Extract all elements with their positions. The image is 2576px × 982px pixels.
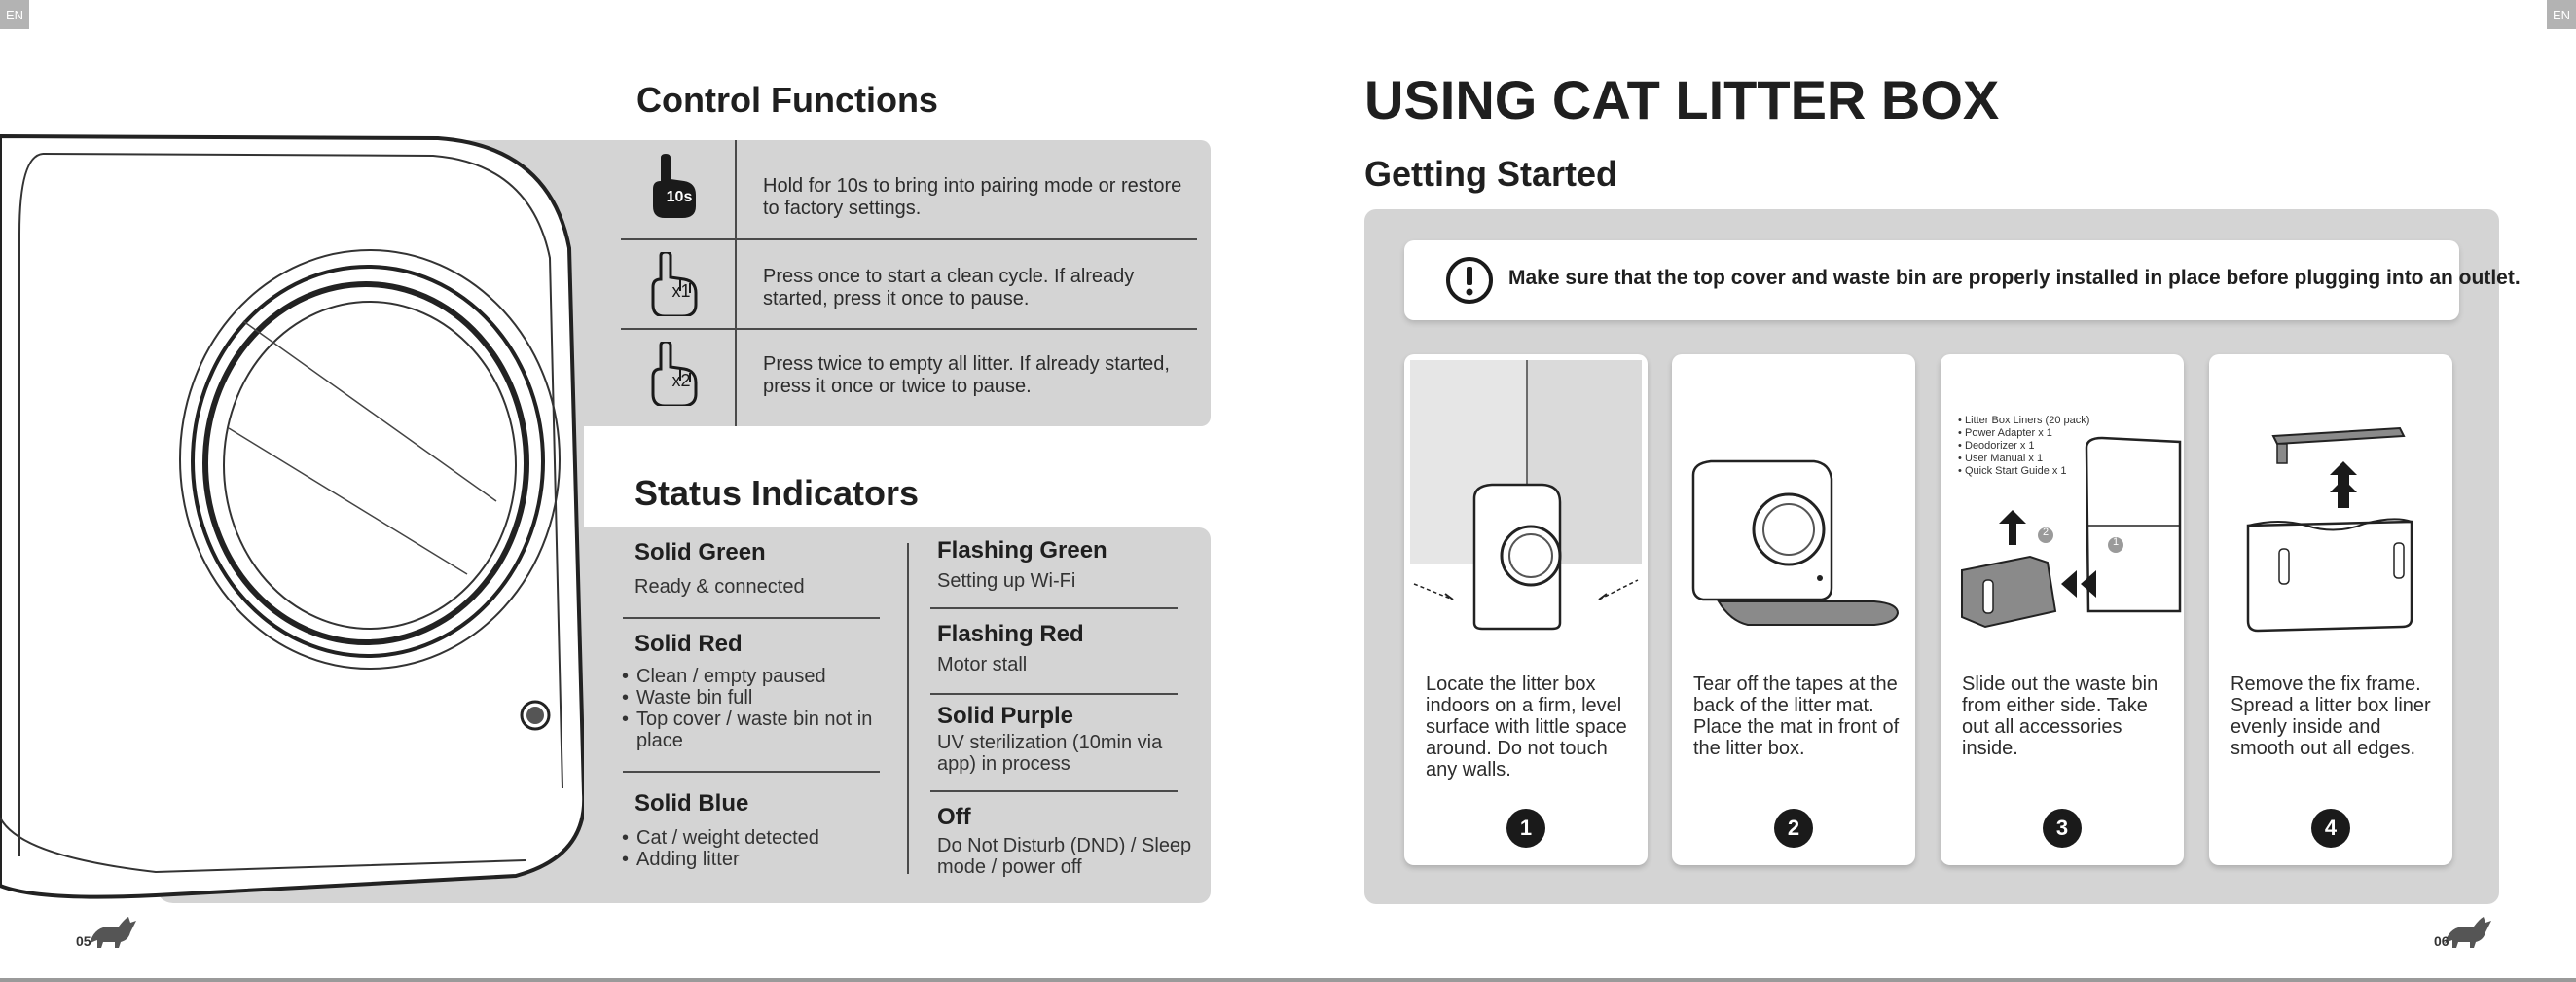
list-item: • Waste bin full [622,687,885,709]
press-twice-icon-label: x2 [671,371,691,390]
step-4-illustration [2209,354,2452,656]
control-functions-panel [621,140,1211,426]
step-2-illustration [1672,354,1915,656]
step-1-text: Locate the litter box indoors on a firm, level surface with little space around. Do not touch any walls. [1426,673,1627,781]
status-off-title: Off [937,804,971,830]
page-title: USING CAT LITTER BOX [1364,69,2000,130]
status-flashing-green-desc: Setting up Wi-Fi [937,570,1076,592]
status-divider-vertical [907,543,909,874]
status-off-desc: Do Not Disturb (DND) / Sleep mode / power off [937,835,1192,878]
step-4-text: Remove the fix frame. Spread a litter box liner evenly inside and smooth out all edges. [2231,673,2431,759]
control-press-twice-text: Press twice to empty all litter. If already started, press it once or twice to pause. [763,353,1170,397]
step-3-callout-2: 2 [2042,527,2050,538]
control-row-press-twice [621,328,1211,418]
step-3-callout-1: 1 [2112,536,2120,548]
control-functions-title: Control Functions [636,80,938,120]
list-item: • Cat / weight detected [622,827,885,849]
list-item: • Quick Start Guide x 1 [1958,465,2089,478]
status-solid-red-title: Solid Red [635,631,743,657]
step-card-2 [1672,354,1915,865]
getting-started-title: Getting Started [1364,154,1618,194]
status-indicators-panel [584,527,1211,903]
step-1-illustration [1404,354,1648,656]
language-tag-left: EN [0,0,29,29]
status-divider [930,607,1178,609]
exclamation-icon [1445,256,1494,305]
list-item: • Litter Box Liners (20 pack) [1958,415,2089,427]
status-solid-green-title: Solid Green [635,539,766,565]
warning-text: Make sure that the top cover and waste bin are properly installed in place before plugging into an outlet. [1508,267,2521,289]
control-hold-text: Hold for 10s to bring into pairing mode or restore to factory settings. [763,175,1182,219]
status-divider [930,790,1178,792]
status-solid-blue-list [622,827,885,870]
status-divider [930,693,1178,695]
status-divider [623,617,880,619]
cat-silhouette-icon [86,915,140,950]
hand-hold-10s-icon [647,154,702,218]
status-solid-green-desc: Ready & connected [635,576,805,598]
list-item: • Deodorizer x 1 [1958,440,2089,453]
status-flashing-red-title: Flashing Red [937,621,1084,647]
list-item: • Power Adapter x 1 [1958,427,2089,440]
list-item: • Adding litter [622,849,885,870]
step-card-4 [2209,354,2452,865]
hold-icon-label: 10s [666,189,693,205]
status-solid-red-list [622,666,885,751]
step-1-number: 1 [1506,809,1545,848]
step-3-text: Slide out the waste bin from either side. Take out all accessories inside. [1962,673,2159,759]
litter-box-illustration [0,117,603,905]
list-item: • Clean / empty paused [622,666,885,687]
list-item: • Top cover / waste bin not in place [622,709,885,751]
bottom-rule [0,978,2576,982]
press-once-icon-label: x1 [671,281,691,301]
control-row-press-once [621,238,1211,328]
control-row-hold [621,140,1211,230]
language-tag-right: EN [2547,0,2576,29]
status-indicators-title: Status Indicators [635,473,920,513]
step-3-illustration [1941,354,2184,656]
status-solid-blue-title: Solid Blue [635,790,749,817]
step-2-text: Tear off the tapes at the back of the litter mat. Place the mat in front of the litter box. [1693,673,1900,759]
status-solid-purple-title: Solid Purple [937,703,1074,729]
step-card-3 [1941,354,2184,865]
status-divider [623,771,880,773]
step-card-1 [1404,354,1648,865]
list-item: • User Manual x 1 [1958,453,2089,465]
control-press-once-text: Press once to start a clean cycle. If already started, press it once to pause. [763,266,1135,309]
status-solid-purple-desc: UV sterilization (10min via app) in process [937,732,1163,775]
status-flashing-green-title: Flashing Green [937,537,1107,564]
step-4-number: 4 [2311,809,2350,848]
warning-banner [1404,240,2521,320]
step-3-number: 3 [2043,809,2082,848]
page-number-left: 05 [76,933,91,949]
status-flashing-red-desc: Motor stall [937,654,1028,675]
step-2-number: 2 [1774,809,1813,848]
page-number-right: 06 [2434,933,2449,949]
